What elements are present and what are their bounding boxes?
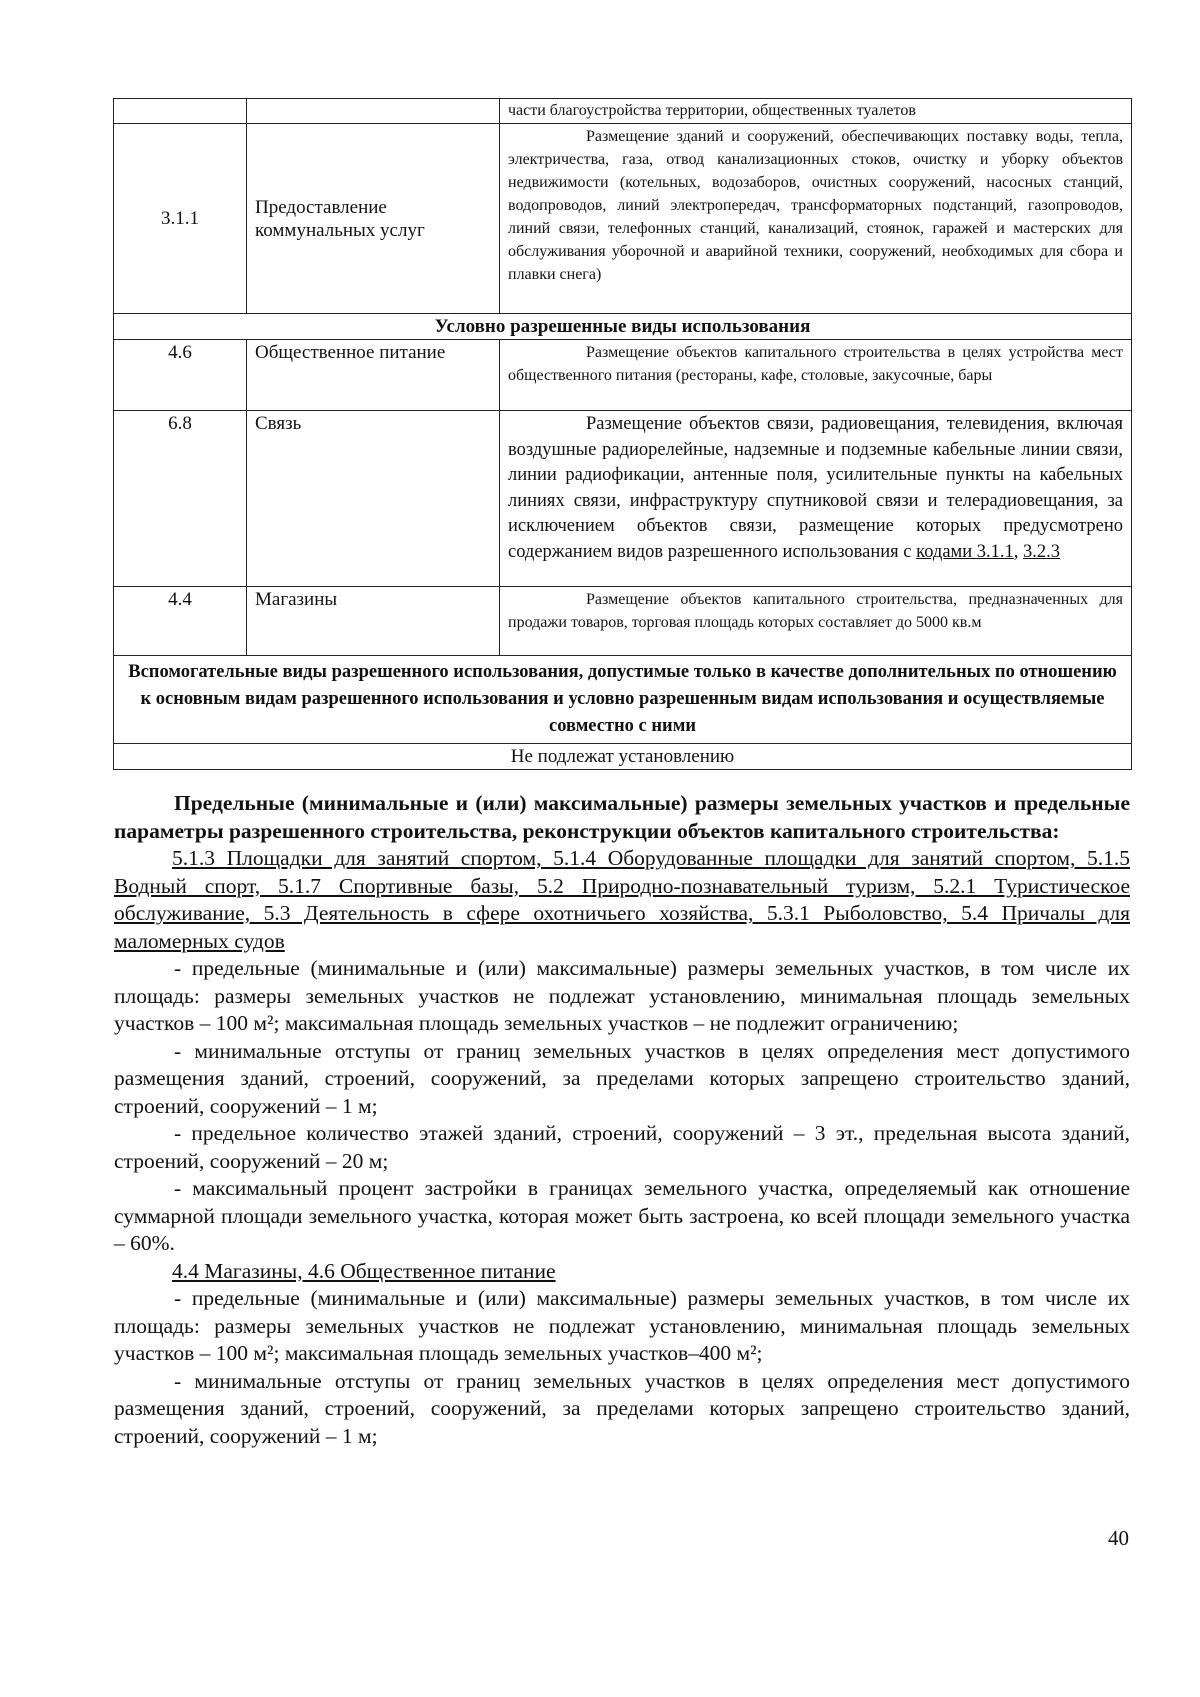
section-heading: Предельные (минимальные и (или) максимальные) размеры земельных участков и предельные параметры разрешенного строительства, реконструкции объектов капитального строительства: [114,791,1130,843]
table-row [114,587,1132,656]
desc-cell [500,340,1132,411]
code-cell [114,99,247,124]
name-cell: Магазины [247,587,500,656]
table-row [114,411,1132,587]
desc-cell [500,124,1132,314]
group1-paragraph: - предельные (минимальные и (или) максимальные) размеры земельных участков, в том числе их площадь: размеры земельных участков не подлежат установлению, минимальная площадь земельных участков – 100 м²; максимальная площадь земельных участков – не подлежит ограничению; [114,956,1130,1035]
group2-paragraph: - предельные (минимальные и (или) максимальные) размеры земельных участков, в том числе их площадь: размеры земельных участков не подлежат установлению, минимальная площадь земельных участков – 100 м²; максимальная площадь земельных участков–400 м²; [114,1286,1130,1365]
body-text [114,790,1130,1450]
group1-title: 5.1.3 Площадки для занятий спортом, 5.1.4 Оборудованные площадки для занятий спортом, 5.1.5 Водный спорт, 5.1.7 Спортивные базы, 5.2 Природно-познавательный туризм, 5.2.1 Туристическое обслуживание, 5.3 Деятельность в сфере охотничьего хозяйства, 5.3.1 Рыболовство, 5.4 Причалы для маломерных судов [114,846,1130,953]
code-cell: 4.6 [114,340,247,411]
desc-text: Размещение объектов капитального строительства, предназначенных для продажи товаров, торговая площадь которых составляет до 5000 кв.м [508,591,1123,631]
group2-title: 4.4 Магазины, 4.6 Общественное питание [172,1258,556,1283]
desc-cell [500,411,1132,587]
desc-text: Размещение объектов капитального строительства в целях устройства мест общественного питания (рестораны, кафе, столовые, закусочные, бары [508,344,1123,384]
name-cell: Связь [247,411,500,587]
name-cell [247,99,500,124]
table-row [114,99,1132,124]
code-cell: 4.4 [114,587,247,656]
section-heading-auxiliary: Вспомогательные виды разрешенного использования, допустимые только в качестве дополнительных по отношению к основным видам разрешенного использования и условно разрешенным видам использования и осуществляемые совместно с ними [114,656,1132,744]
group1-paragraph: - минимальные отступы от границ земельных участков в целях определения мест допустимого размещения зданий, строений, сооружений, за пределами которых запрещено строительство зданий, строений, сооружений – 1 м; [114,1038,1130,1118]
group2-paragraph: - минимальные отступы от границ земельных участков в целях определения мест допустимого размещения зданий, строений, сооружений, за пределами которых запрещено строительство зданий, строений, сооружений – 1 м; [114,1368,1130,1448]
table-row [114,340,1132,411]
code-link-311[interactable]: кодами 3.1.1 [916,541,1014,562]
page-number: 40 [1108,1526,1129,1550]
section-row [114,314,1132,340]
desc-cell [500,587,1132,656]
table-row [114,744,1132,770]
desc-text: Размещение зданий и сооружений, обеспечивающих поставку воды, тепла, электричества, газа, отвод канализационных стоков, очистку и уборку объектов недвижимости (котельных, водозаборов, очистных сооружений, насосных станций, водопроводов, линий электропередач, трансформаторных подстанций, газопроводов, линий связи, телефонных станций, канализаций, стоянок, гаражей и мастерских для обслуживания уборочной и аварийной техники, сооружений, необходимых для сбора и плавки снега) [508,128,1123,283]
name-cell: Общественное питание [247,340,500,411]
code-cell: 3.1.1 [114,124,247,314]
table-row [114,124,1132,314]
code-link-323[interactable]: 3.2.3 [1023,541,1061,562]
section-heading-conditional: Условно разрешенные виды использования [114,314,1132,340]
land-use-table [113,98,1132,770]
not-subject-cell: Не подлежат установлению [114,744,1132,770]
desc-text: Размещение объектов связи, радиовещания, телевидения, включая воздушные радиорелейные, надземные и подземные кабельные линии связи, линии радиофикации, антенные поля, усилительные пункты на кабельных линиях связи, инфраструктуру спутниковой связи и телерадиовещания, за исключением объектов связи, размещение которых предусмотрено содержанием видов разрешенного использования с [508,414,1123,562]
name-cell: Предоставление коммунальных услуг [247,124,500,314]
desc-cell: части благоустройства территории, общественных туалетов [500,99,1132,124]
link-separator: , [1013,541,1024,562]
code-cell: 6.8 [114,411,247,587]
group1-paragraph: - предельное количество этажей зданий, строений, сооружений – 3 эт., предельная высота зданий, строений, сооружений – 20 м; [114,1121,1130,1173]
section-row [114,656,1132,744]
group1-paragraph: - максимальный процент застройки в границах земельного участка, определяемый как отношение суммарной площади земельного участка, которая может быть застроена, ко всей площади земельного участка – 60%. [114,1176,1130,1255]
